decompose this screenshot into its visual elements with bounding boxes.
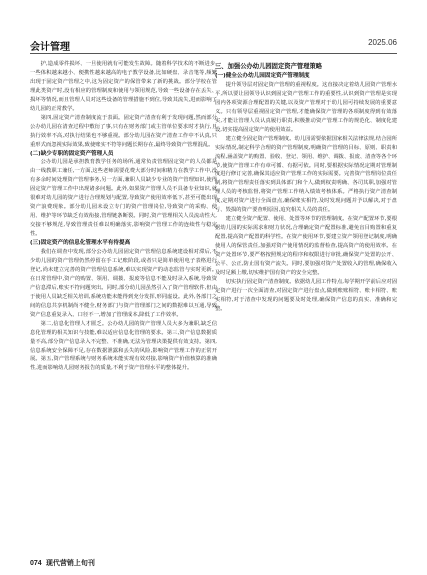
paragraph: 我们在调查中发现,部分公办幼儿园固定资产管理信息系统建设相对滞后,不少幼儿园的资产管理仍然停留在手工记账阶段,或者只是简单使用电子表格进行登记,尚未建立完善的资产管理信息系统,难以实现资产的动态监管与实时更新。在日常管理中,资产的购置、领用、调拨、报废等信息不能及时录入系统,导致资产信息滞后,账实不符问题突出。同时,部分幼儿园虽然引入了资产管理软件,但由于使用人员缺乏相关培训,系统功能未能得到充分发挥,形同虚设。此外,各部门之间的信息共享机制尚不健全,财务部门与资产管理部门之间的数据难以互通,导致资产信息重复录入、口径不一,增加了管理成本,降低了工作效率。 [30,249,217,318]
subheading-management-system: (一)健全公办幼儿园固定资产管理制度 [215,73,310,79]
section-heading-strategies: 三、加强公办幼儿园固定资产管理策略 [215,62,323,70]
paragraph: 护,造成零件损坏、一旦使用就有可能发生故障。随着科学技术的不断进步,一些体积越来越小、便携性越来越高的电子教学设备,比如硬盘、录音笔等,频繁出现于固定资产管理之中,这为固定资产的保管带来了新的挑战。部分学校在管理此类资产时,没有相应的管理制度和使用与领用规范,导致一些设备存在丢失、损坏等情况,而且管理人员对这些设备的管理措施不到位,导致其流失,进而影响了幼儿园的正常教学。 [30,61,217,112]
paragraph: 公办幼儿园是承担教育教学任务的场所,通常负责管理固定资产的人员都是由一线教职工兼任,一方面,这些老师需要花费大部分时间和精力在教学工作中,没有多余时间处理资产管理事务,另一方面,兼职人员缺少专业的资产管理知识,使得固定资产管理工作中出现诸多问题。此外,如果资产管理人员不具备专业知识,就很难对幼儿园的资产进行合理规划与配置,导致资产使用效率低下,甚至可能出现资产浪费现象。部分幼儿园未设立专门的资产管理岗位,导致资产的采购、使用、维护等环节缺乏有效衔接,管理链条断裂。同时,资产管理相关人员流动性大,交接不够规范,导致管理责任难以明确落实,影响资产管理工作的连续性与稳定性。 [30,159,217,238]
page-number: 074 [30,560,42,567]
paragraph: 建立健全资产配置、使用、处置等环节的管理制度。在资产配置环节,要根据幼儿园的实际需求和财力状况,合理确定资产配置标准,避免盲目购置和重复配置,提高资产配置的科学性。在资产使用环节,要建立资产领用登记制度,明确使用人的保管责任,加强对资产使用情况的监督检查,提高资产的使用效率。在资产处置环节,要严格按照规定的程序和权限进行审批,确保资产处置的公开、公平、公正,防止国有资产流失。同时,要加强对资产处置收入的管理,确保收入及时足额上缴,切实维护国有资产的安全完整。 [215,216,397,276]
header-divider [30,53,397,54]
paragraph: 建立健全固定资产管理制度。幼儿园需要依据国家相关法律法规,结合园所实际情况,制定科学合理的资产管理制度,明确资产管理的目标、原则、职责和流程,涵盖资产的购置、验收、登记、领用、维护、调拨、报废、清查等各个环节,使资产管理工作有章可循、有据可依。同时,要根据实际情况定期对管理制度进行修订完善,确保其适应资产管理工作的实际需要。完善资产管理岗位责任制,将资产管理责任落实到具体部门和个人,做到权责明确、各司其职,加强对管理人员的考核监督,将资产管理工作纳入绩效考核体系。严格执行资产清查制度,定期对资产进行全面盘点,确保账实相符,及时发现问题并予以解决,对于盘亏、毁损的资产要查明原因,追究相关人员的责任。 [215,135,397,214]
right-column [215,60,397,550]
paragraph: 提升领导层对固定资产管理的重视程度。这直接决定着幼儿园资产管理水平,所以要让园领导认识到固定资产管理工作的重要性,认识到资产管理是实现园内各项资源合理配置的关键,以及资产管理对于幼儿园可持续发展的重要意义。只有领导层重视固定资产管理,才能确保资产管理的各项制度得到有效落实,才能让管理人员认真履行职责,积极推动资产管理工作的规范化、制度化建设,切实提高固定资产的使用效益。 [215,81,397,133]
page-header [0,0,427,58]
paragraph: 第二,信息化管理人才匮乏。公办幼儿园的资产管理人员大多为兼职,缺乏信息化管理的相关知识与技能,难以适应信息化管理的要求。第三,资产信息数据质量不高,部分资产信息录入不完整、不准确,无法为管理决策提供有效支持。第四,信息系统安全保障不足,存在数据泄露和丢失的风险,影响资产管理工作的正常开展。第五,资产管理系统与财务系统未能实现有效对接,影响资产价值核算的准确性,进而影响幼儿园财务报告的质量,不利于资产管理水平的整体提升。 [30,320,217,372]
left-column [30,60,217,550]
page-footer [30,558,95,568]
header-title: 会计管理 [30,42,70,53]
paragraph: 切实执行固定资产清查制度。依据幼儿园工作特点,每学期开学前后应对固定资产进行一次全面清查,对固定资产进行盘点,做到账账相符、账卡相符、账实相符,对于清查中发现的问题要及时处理,确保资产信息的真实、准确和完整。 [215,278,397,312]
journal-name: 现代营销上旬刊 [45,558,95,567]
header-date: 2025.06 [368,38,397,47]
subheading-no-dedicated-staff: (二)缺少专职的固定资产管理人员 [30,150,114,157]
paragraph: 第四,固定资产清查制度流于表面。固定资产清查有利于发现问题,然而部分公办幼儿园在清查过程中敷衍了事,只有在财务部门或主管单位要求时才执行,且执行效率不高,对执行结果也不够重视。部分幼儿园在资产清查工作中不认真,只重形式而忽视实际效果,致使账实不符等问题长期存在,最终导致资产管理混乱。 [30,114,217,148]
subheading-informatization: (三)固定资产的信息化管理水平有待提高 [30,240,131,247]
